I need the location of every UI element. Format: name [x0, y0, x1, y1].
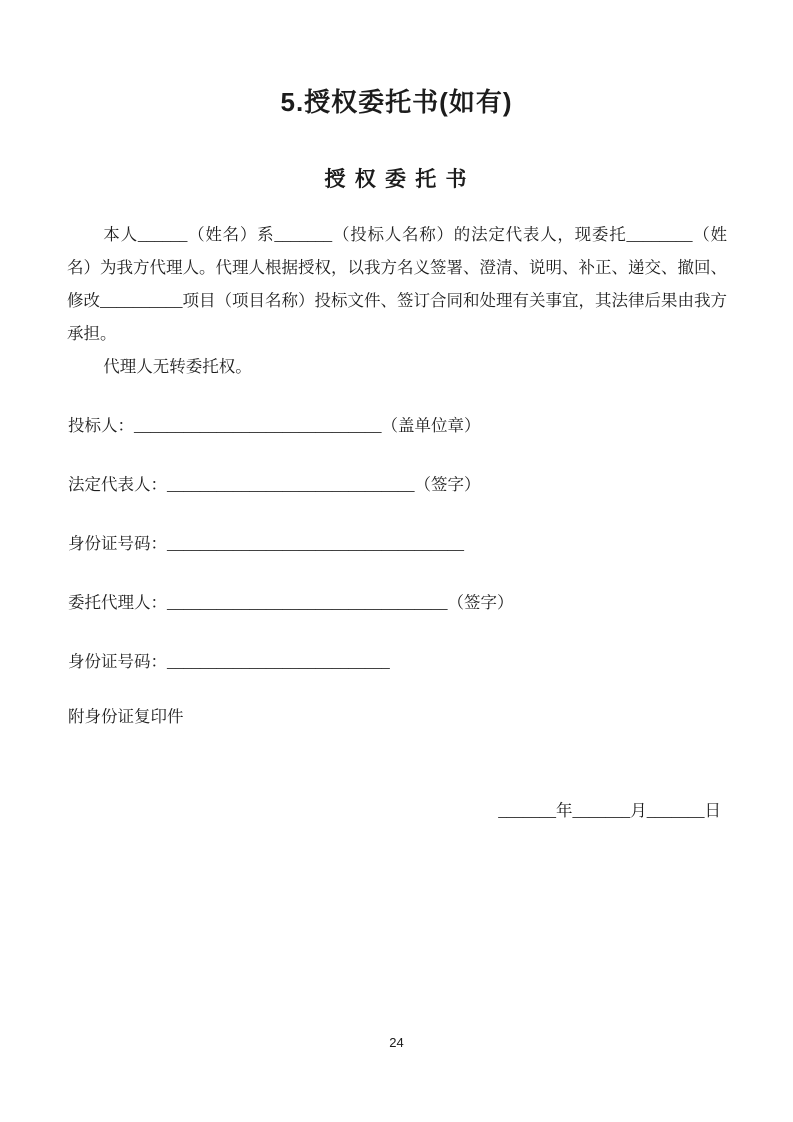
authorization-body	[67, 218, 727, 383]
field-row-legal-representative	[68, 471, 481, 495]
legal-representative-blank-line: ______________________________	[167, 475, 415, 494]
bidder-label: 投标人：	[68, 416, 134, 435]
attachment-note: 附身份证复印件	[68, 707, 184, 726]
legal-representative-label: 法定代表人：	[68, 475, 167, 494]
field-row-bidder	[68, 412, 481, 436]
authorized-agent-signature-note: （签字）	[447, 593, 514, 612]
id-number-label: 身份证号码：	[68, 534, 167, 553]
field-row-authorized-agent	[68, 589, 514, 613]
field-row-id-number-legal-rep	[68, 530, 464, 554]
id-number-blank-line: ___________________________	[167, 652, 390, 671]
paragraph-no-subdelegation: 代理人无转委托权。	[103, 357, 252, 376]
document-title: 授 权 委 托 书	[324, 167, 469, 191]
authorized-agent-blank-line: __________________________________	[167, 593, 448, 612]
page-number: 24	[389, 1035, 404, 1050]
section-title: 5.授权委托书(如有)	[280, 87, 513, 117]
date-line: _______年_______月_______日	[498, 801, 721, 820]
legal-representative-signature-note: （签字）	[414, 475, 481, 494]
authorized-agent-label: 委托代理人：	[68, 593, 167, 612]
field-row-id-number-agent	[68, 648, 390, 672]
id-number-label: 身份证号码：	[68, 652, 167, 671]
bidder-blank-line: ______________________________	[134, 416, 382, 435]
id-number-blank-line: ____________________________________	[167, 534, 464, 553]
bidder-seal-note: （盖单位章）	[381, 416, 481, 435]
paragraph-authorization: 本人______（姓名）系_______（投标人名称）的法定代表人，现委托________（姓名）为我方代理人。代理人根据授权，以我方名义签署、澄清、说明、补正、递交、撤回、修改__________项目（项目名称）投标文件、签订合同和处理有关事宜，其法律后果由我方承担。	[67, 225, 727, 343]
